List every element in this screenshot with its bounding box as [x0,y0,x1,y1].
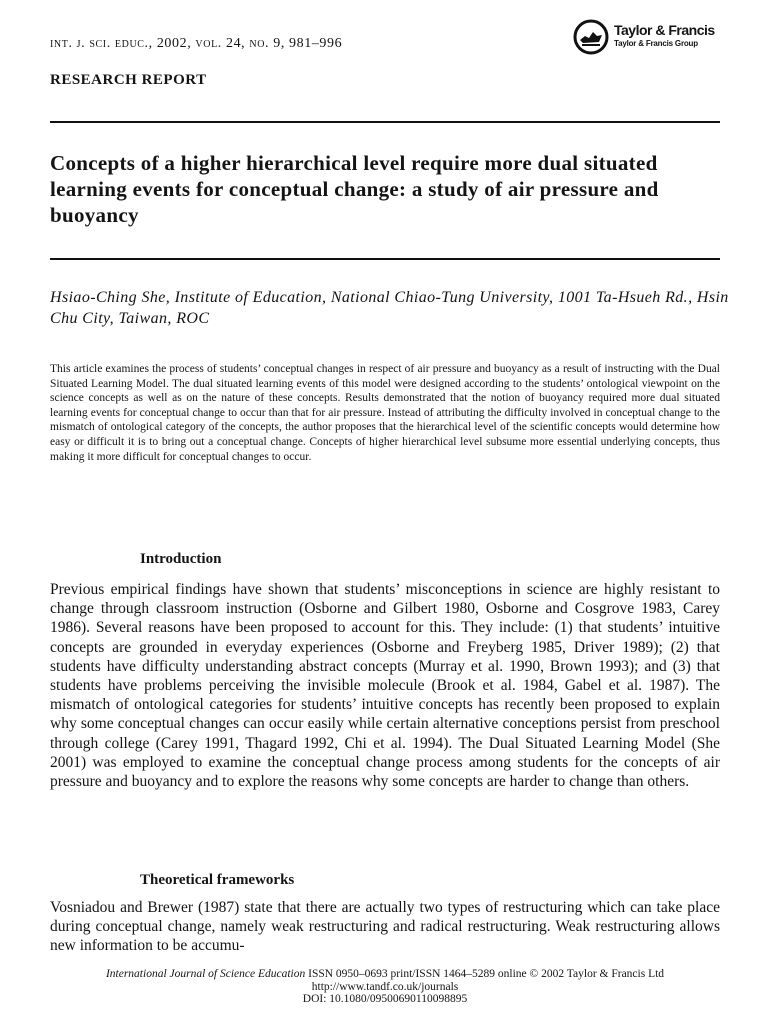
footer-doi: DOI: 10.1080/09500690110098895 [302,993,468,1005]
author-affiliation: Hsiao-Ching She, Institute of Education, National Chiao-Tung University, 1001 Ta-Hsueh Rd., Hsin Chu City, Taiwan, ROC [50,289,729,327]
footer-issn-line [50,968,720,981]
publisher-emblem-icon [572,18,610,56]
publisher-group: Taylor & Francis Group [614,39,698,48]
publisher-name: Taylor & Francis [614,22,715,38]
report-type-label: RESEARCH REPORT [50,72,207,88]
page-footer [50,968,720,1006]
footer-url: http://www.tandf.co.uk/journals [311,980,459,993]
introduction-paragraph: Previous empirical findings have shown that students’ misconceptions in science are highly resistant to change through classroom instruction (Osborne and Gilbert 1980, Osborne and Cosgrove 1983, Carey 1986). Several reasons have been proposed to account for this. They include: (1) that students’ intuitive concepts are grounded in everyday experiences (Osborne and Freyberg 1985, Driver 1989); (2) that students have difficulty understanding abstract concepts (Murray et al. 1990, Brown 1993); and (3) that students have problems perceiving the invisible molecule (Brook et al. 1984, Gabel et al. 1987). The mismatch of ontological categories for students’ intuitive concepts has recently been proposed to explain why some conceptual changes can occur easily while certain alternative conceptions persist from preschool through college (Carey 1991, Thagard 1992, Chi et al. 1994). The Dual Situated Learning Model (She 2001) was employed to examine the conceptual change process among students for the concepts of air pressure and buoyancy and to explore the reasons why some concepts are harder to change than others. [50,581,720,791]
journal-citation: int. j. sci. educ., 2002, vol. 24, no. 9, 981–996 [50,36,343,51]
footer-issn: ISSN 0950–0693 print/ISSN 1464–5289 online [308,968,527,980]
article-title: Concepts of a higher hierarchical level require more dual situated learning events for conceptual change: a study of air pressure and buoyancy [50,151,659,227]
title-bottom-rule [50,258,720,260]
footer-copyright: © 2002 Taylor & Francis Ltd [529,968,665,980]
publisher-logo [572,18,732,58]
theoretical-frameworks-paragraph: Vosniadou and Brewer (1987) state that there are actually two types of restructuring which can take place during conceptual change, namely weak restructuring and radical restructuring. Weak restructuring allows new information to be accumu- [50,899,720,955]
title-top-rule [50,121,720,123]
section-heading-theoretical-frameworks: Theoretical frameworks [140,872,295,888]
abstract: This article examines the process of students’ conceptual changes in respect of air pressure and buoyancy as a result of instructing with the Dual Situated Learning Model. The dual situated learning events of this model were designed according to the students’ ontological viewpoint on the science concepts as well as on the nature of these concepts. Results demonstrated that the notion of buoyancy required more dual situated learning events for conceptual change to occur than that for air pressure. Instead of attributing the difficulty involved in conceptual change to the mismatch of ontological category of the concepts, the author proposes that the hierarchical level of the scientific concepts would determine how easy or difficult it is to bring out a conceptual change. Concepts of higher hierarchical level subsume more essential underlying concepts, thus making it more difficult for conceptual changes to occur. [50,363,720,463]
section-heading-introduction: Introduction [140,551,222,567]
footer-journal-name: International Journal of Science Education [105,968,306,980]
